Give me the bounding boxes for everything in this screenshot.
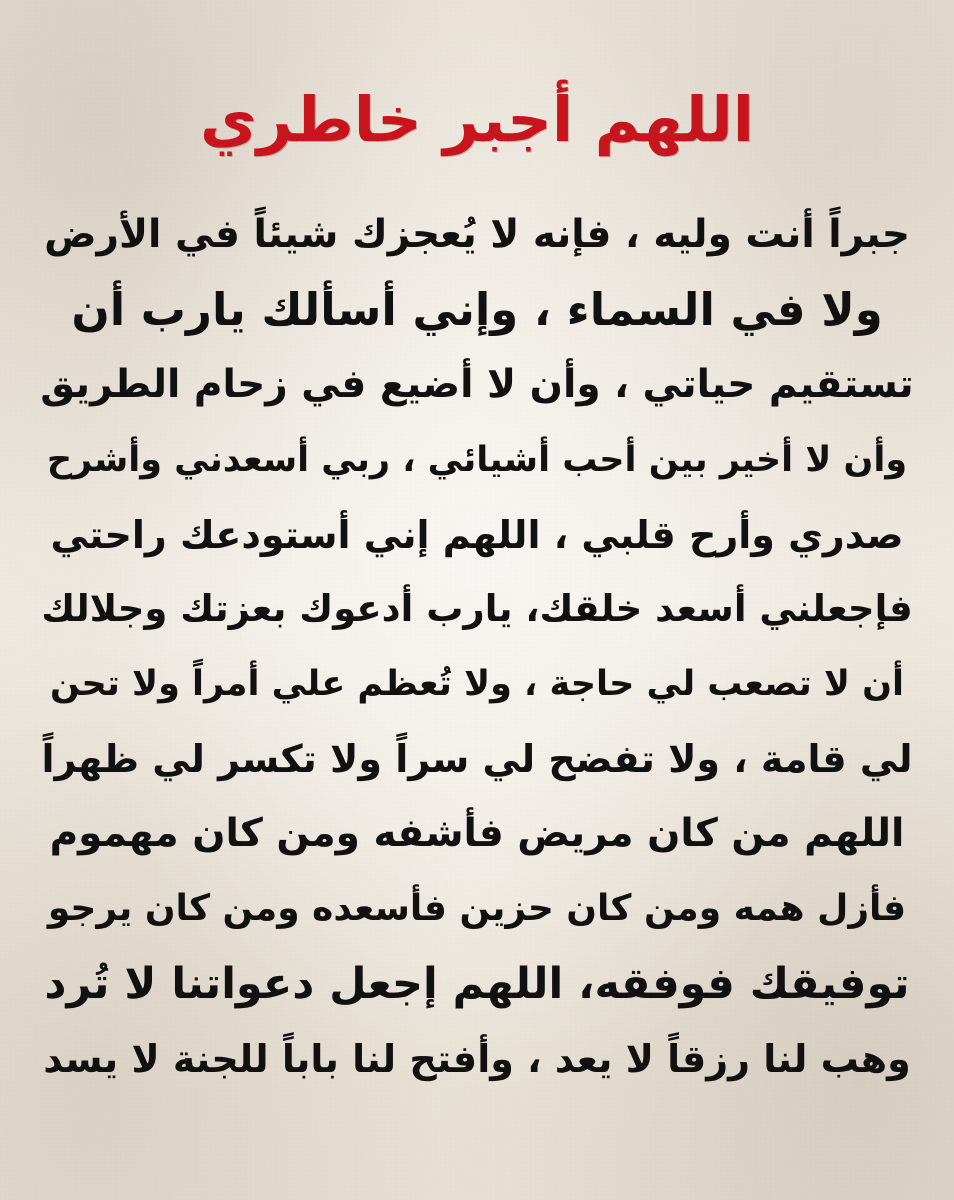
prayer-line: توفيقك فوفقه، اللهم إجعل دعواتنا لا تُرد: [44, 958, 910, 1009]
prayer-line: لي قامة ، ولا تفضح لي سراً ولا تكسر لي ظهراً: [41, 737, 913, 782]
prayer-line: ولا في السماء ، وإني أسألك يارب أن: [71, 282, 883, 336]
prayer-line: فأزل همه ومن كان حزين فأسعده ومن كان يرجو: [47, 888, 907, 930]
prayer-line: تستقيم حياتي ، وأن لا أضيع في زحام الطريق: [40, 361, 914, 407]
prayer-line: وهب لنا رزقاً لا يعد ، وأفتح لنا باباً للجنة لا يسد: [43, 1036, 911, 1081]
prayer-line: وأن لا أخير بين أحب أشيائي ، ربي أسعدني وأشرح: [46, 439, 908, 480]
prayer-text: [40, 198, 914, 1097]
prayer-line: جبراً أنت وليه ، فإنه لا يُعجزك شيئاً في الأرض: [44, 212, 910, 257]
page-title: اللهم أجبر خاطري: [199, 83, 755, 156]
prayer-line: اللهم من كان مريض فأشفه ومن كان مهموم: [49, 811, 905, 857]
prayer-line: فإجعلني أسعد خلقك، يارب أدعوك بعزتك وجلالك: [41, 587, 913, 631]
prayer-line: صدري وأرح قلبي ، اللهم إني أستودعك راحتي: [50, 512, 904, 557]
prayer-line: أن لا تصعب لي حاجة ، ولا تُعظم علي أمراً ولا تحن: [49, 664, 905, 705]
